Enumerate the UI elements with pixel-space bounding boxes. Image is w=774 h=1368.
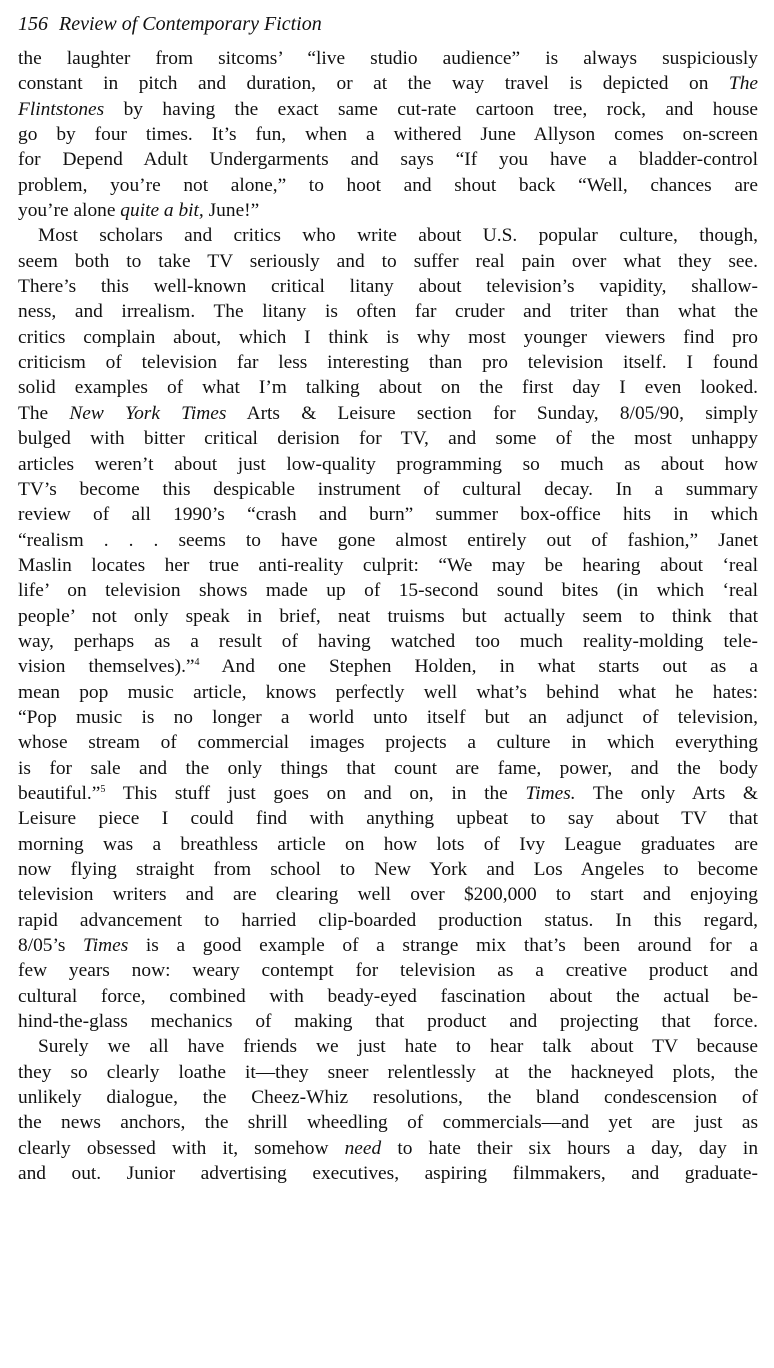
page-number: 156 bbox=[18, 13, 48, 35]
italic-text: The bbox=[728, 73, 758, 95]
text-line bbox=[18, 1034, 758, 1059]
text-line bbox=[18, 71, 758, 96]
text-run: way, perhaps as a result of having watched too much reality-molding tele- bbox=[18, 630, 758, 652]
body-text bbox=[18, 46, 758, 1186]
text-line bbox=[18, 122, 758, 147]
text-run: people’ not only speak in brief, neat truisms but actually seem to think that bbox=[18, 605, 758, 627]
text-line bbox=[18, 477, 758, 502]
text-line bbox=[18, 1161, 758, 1186]
text-line bbox=[18, 325, 758, 350]
text-run: few years now: weary contempt for television as a creative product and bbox=[18, 960, 758, 982]
text-run: Most scholars and critics who write about U.S. popular culture, though, bbox=[38, 225, 758, 247]
paragraph bbox=[18, 1034, 758, 1186]
text-line bbox=[18, 452, 758, 477]
running-head bbox=[18, 12, 758, 36]
text-run: review of all 1990’s “crash and burn” summer box-office hits in which bbox=[18, 504, 758, 526]
text-run: television writers and are clearing well over $200,000 to start and enjoying bbox=[18, 884, 758, 906]
text-run: criticism of television far less interesting than pro television itself. I found bbox=[18, 352, 758, 374]
text-line bbox=[18, 604, 758, 629]
text-line bbox=[18, 832, 758, 857]
text-run: hind-the-glass mechanics of making that product and projecting that force. bbox=[18, 1011, 758, 1033]
paragraph bbox=[18, 46, 758, 223]
text-run: June!” bbox=[203, 200, 260, 222]
text-run: “Pop music is no longer a world unto itself but an adjunct of television, bbox=[18, 706, 758, 728]
text-run: whose stream of commercial images projects a culture in which everything bbox=[18, 732, 758, 754]
italic-text: Times bbox=[83, 935, 129, 957]
text-run: now flying straight from school to New York and Los Angeles to become bbox=[18, 859, 758, 880]
text-run: and out. Junior advertising executives, aspiring filmmakers, and graduate- bbox=[18, 1163, 758, 1185]
text-run: “realism . . . seems to have gone almost entirely out of fashion,” Janet bbox=[18, 529, 758, 551]
text-line bbox=[18, 249, 758, 274]
text-line bbox=[18, 806, 758, 831]
text-line bbox=[18, 629, 758, 654]
text-line bbox=[18, 882, 758, 907]
text-line bbox=[18, 426, 758, 451]
text-line bbox=[18, 1136, 758, 1161]
text-run: articles weren’t about just low-quality programming so much as about how bbox=[18, 453, 758, 475]
text-line bbox=[18, 908, 758, 933]
text-line bbox=[18, 401, 758, 426]
footnote-marker: 5 bbox=[100, 783, 106, 795]
text-run: seem both to take TV seriously and to suffer real pain over what they see. bbox=[18, 250, 758, 272]
text-run: beautiful.” bbox=[18, 782, 101, 804]
text-run: This stuff just goes on and on, in the bbox=[105, 782, 526, 804]
paragraph bbox=[18, 223, 758, 1034]
text-line bbox=[18, 299, 758, 324]
text-line bbox=[18, 857, 758, 882]
journal-title: Review of Contemporary Fiction bbox=[59, 13, 322, 35]
text-run: clearly obsessed with it, somehow bbox=[18, 1137, 345, 1159]
text-line bbox=[18, 680, 758, 705]
text-run: the news anchors, the shrill wheedling of commercials—and yet are just as bbox=[18, 1112, 758, 1134]
text-run: critics complain about, which I think is why most younger viewers find pro bbox=[18, 326, 758, 348]
text-run: they so clearly loathe it—they sneer relentlessly at the hackneyed plots, the bbox=[18, 1061, 758, 1083]
text-line bbox=[18, 375, 758, 400]
text-run: Surely we all have friends we just hate to hear talk about TV because bbox=[38, 1036, 758, 1058]
text-run: is for sale and the only things that count are fame, power, and the body bbox=[18, 757, 758, 779]
text-run: problem, you’re not alone,” to hoot and shout back “Well, chances are bbox=[18, 174, 758, 196]
text-run: for Depend Adult Undergarments and says “If you have a bladder-control bbox=[18, 149, 758, 171]
text-line bbox=[18, 654, 758, 679]
italic-text: New York Times bbox=[69, 402, 227, 424]
text-run: The bbox=[18, 402, 70, 424]
text-run: solid examples of what I’m talking about on the first day I even looked. bbox=[18, 377, 758, 399]
text-run: bulged with bitter critical derision for TV, and some of the most unhappy bbox=[18, 428, 758, 450]
text-line bbox=[18, 173, 758, 198]
italic-text: Flintstones bbox=[18, 98, 105, 120]
text-run: rapid advancement to harried clip-boarded production status. In this regard, bbox=[18, 909, 758, 931]
text-line bbox=[18, 223, 758, 248]
text-run: And one Stephen Holden, in what starts out as a bbox=[199, 656, 758, 678]
text-run: to hate their six hours a day, day in bbox=[381, 1137, 759, 1159]
text-line bbox=[18, 553, 758, 578]
italic-text: need bbox=[344, 1137, 382, 1159]
text-run: mean pop music article, knows perfectly well what’s behind what he hates: bbox=[18, 681, 758, 703]
text-line bbox=[18, 756, 758, 781]
text-run: vision themselves).” bbox=[18, 656, 195, 678]
text-run: Leisure piece I could find with anything upbeat to say about TV that bbox=[18, 808, 758, 830]
text-line bbox=[18, 350, 758, 375]
italic-text: Times. bbox=[525, 782, 576, 804]
text-run: you’re alone bbox=[18, 200, 121, 222]
italic-text: quite a bit, bbox=[120, 200, 204, 222]
text-run: cultural force, combined with beady-eyed fascination about the actual be- bbox=[18, 985, 758, 1007]
text-run: go by four times. It’s fun, when a withered June Allyson comes on-screen bbox=[18, 124, 758, 146]
text-run: constant in pitch and duration, or at the way travel is depicted on bbox=[18, 73, 729, 95]
text-run: ness, and irrealism. The litany is often far cruder and triter than what the bbox=[18, 301, 758, 323]
text-line bbox=[18, 705, 758, 730]
text-run: the laughter from sitcoms’ “live studio audience” is always suspiciously bbox=[18, 48, 758, 69]
text-run: life’ on television shows made up of 15-second sound bites (in which ‘real bbox=[18, 580, 758, 602]
text-line bbox=[18, 502, 758, 527]
text-line bbox=[18, 274, 758, 299]
text-line bbox=[18, 528, 758, 553]
text-line bbox=[18, 984, 758, 1009]
text-line bbox=[18, 46, 758, 71]
text-run: by having the exact same cut-rate cartoon tree, rock, and house bbox=[104, 98, 758, 120]
text-run: is a good example of a strange mix that’s been around for a bbox=[128, 935, 758, 957]
text-line bbox=[18, 730, 758, 755]
text-line bbox=[18, 578, 758, 603]
text-line bbox=[18, 1110, 758, 1135]
footnote-marker: 4 bbox=[194, 657, 200, 669]
text-run: The only Arts & bbox=[575, 782, 758, 804]
text-line bbox=[18, 1009, 758, 1034]
text-run: morning was a breathless article on how lots of Ivy League graduates are bbox=[18, 833, 758, 855]
book-page bbox=[18, 0, 758, 1186]
text-line bbox=[18, 958, 758, 983]
text-line bbox=[18, 97, 758, 122]
text-run: unlikely dialogue, the Cheez-Whiz resolutions, the bland condescension of bbox=[18, 1087, 758, 1109]
text-line bbox=[18, 1085, 758, 1110]
text-run: Maslin locates her true anti-reality culprit: “We may be hearing about ‘real bbox=[18, 554, 758, 576]
text-run: Arts & Leisure section for Sunday, 8/05/90, simply bbox=[226, 402, 758, 424]
text-run: TV’s become this despicable instrument of cultural decay. In a summary bbox=[18, 478, 758, 500]
text-line bbox=[18, 933, 758, 958]
text-line bbox=[18, 1060, 758, 1085]
text-line bbox=[18, 147, 758, 172]
text-run: 8/05’s bbox=[18, 935, 84, 957]
text-line bbox=[18, 198, 758, 223]
text-line bbox=[18, 781, 758, 806]
text-run: There’s this well-known critical litany about television’s vapidity, shallow- bbox=[18, 276, 758, 298]
